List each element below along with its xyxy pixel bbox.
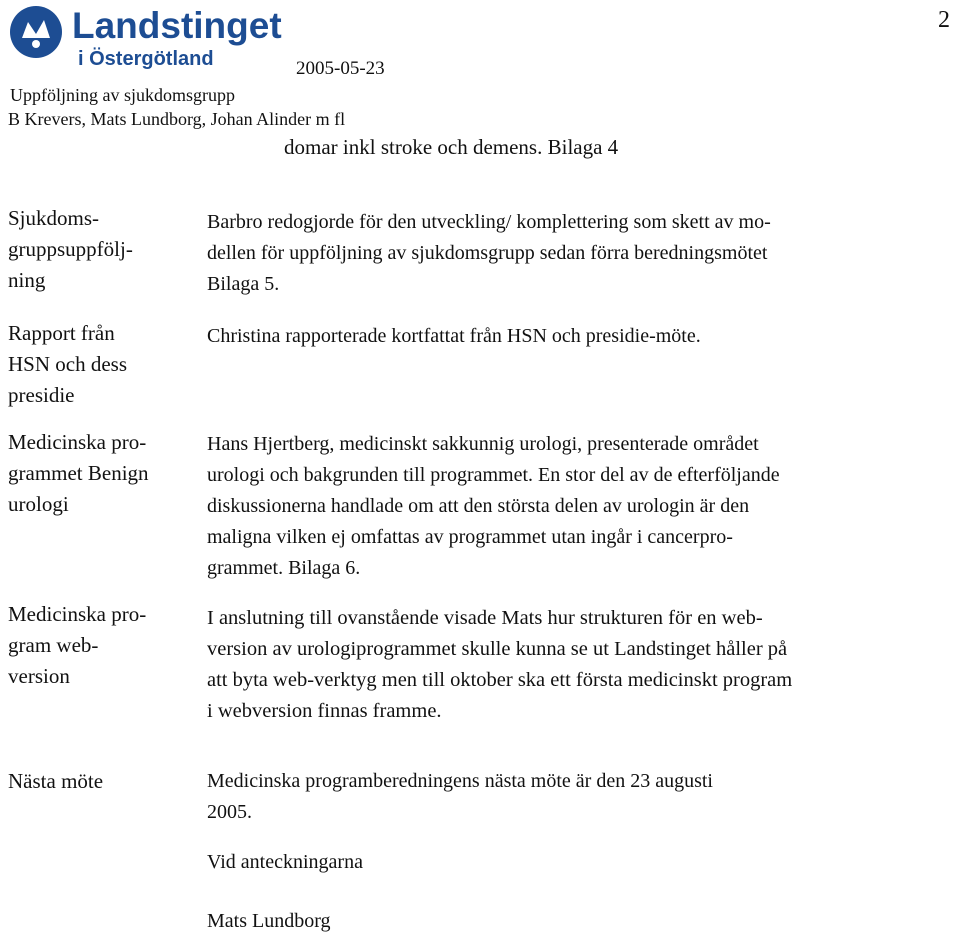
landstinget-emblem-icon [8,4,64,60]
side-heading-rapport-hsn: Rapport från HSN och dess presidie [8,321,127,407]
closing-signature: Mats Lundborg [207,910,331,932]
header-committee: Uppföljning av sjukdomsgrupp [10,85,235,105]
closing-note: Vid anteckningarna [207,851,363,873]
side-heading-benign-urologi: Medicinska pro- grammet Benign urologi [8,430,149,516]
header-authors: B Krevers, Mats Lundborg, Johan Alinder m fl [8,109,346,129]
body-paragraph-webversion: I anslutning till ovanstående visade Mats hur strukturen för en web- version av urologiprogrammet skulle kunna se ut Landstinget håller på att byta web-verktyg men till oktober ska ett första medicinskt program i webversion finnas framme. [207,607,793,722]
body-paragraph-nasta-mote: Medicinska programberedningens nästa möte är den 23 augusti 2005. [207,770,713,823]
page-number: 2 [938,7,950,33]
header-subtitle: domar inkl stroke och demens. Bilaga 4 [284,135,619,159]
body-paragraph-rapport-hsn: Christina rapporterade kortfattat från HSN och presidie-möte. [207,325,701,347]
side-heading-sjukdomsgruppsuppfoljning: Sjukdoms- gruppsuppfölj- ning [8,206,133,292]
side-heading-webversion: Medicinska pro- gram web- version [8,602,147,688]
side-heading-nasta-mote: Nästa möte [8,769,104,793]
logo-subtitle: i Östergötland [78,48,214,70]
header-date: 2005-05-23 [296,58,385,79]
logo-name: Landstinget [72,5,282,46]
body-paragraph-benign-urologi: Hans Hjertberg, medicinskt sakkunnig urologi, presenterade området urologi och bakgrunden till programmet. En stor del av de efterföljande diskussionerna handlade om att den största delen av urologin är den maligna vilken ej omfattas av programmet utan ingår i cancerpro- grammet. Bilaga 6. [207,433,780,579]
body-paragraph-sjukdomsgrupp: Barbro redogjorde för den utveckling/ komplettering som skett av mo- dellen för uppföljning av sjukdomsgrupp sedan förra beredningsmötet Bilaga 5. [207,211,771,295]
